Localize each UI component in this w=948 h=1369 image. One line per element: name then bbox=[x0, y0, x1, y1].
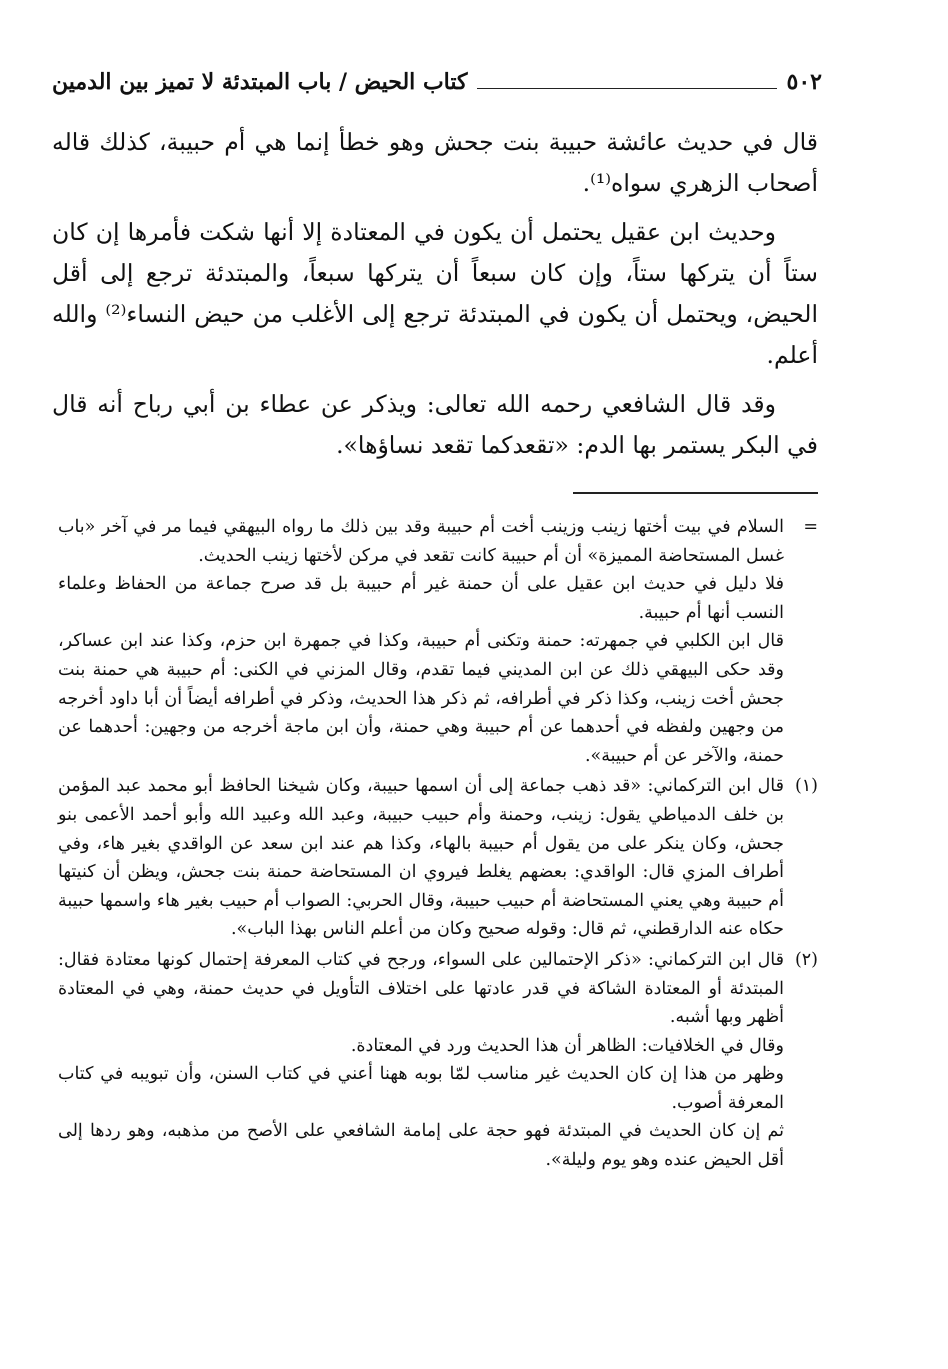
footnote-separator bbox=[573, 492, 818, 494]
page-number: ٥٠٢ bbox=[786, 69, 822, 95]
running-header bbox=[52, 62, 822, 102]
main-paragraph-2: وحديث ابن عقيل يحتمل أن يكون في المعتادة إلا أنها شكت فأمرها إن كان ستاً أن يتركها ستاً، وإن كان سبعاً أن يتركها سبعاً، والمبتدئة ترجع إلى أقل الحيض، ويحتمل أن يكون في المبتدئة ترجع إلى الأغلب من حيض النساء⁽²⁾ والله أعلم. bbox=[52, 218, 818, 369]
footnote-2-marker: (٢) bbox=[794, 949, 818, 970]
footnote-2 bbox=[58, 946, 818, 1175]
footnote-continued-para-1: السلام في بيت أختها زينب وزينب أخت أم حبيبة وقد بين ذلك ما رواه البيهقي فيما مر في آخر «باب غسل المستحاضة المميزة» أن أم حبيبة كانت تقعد في مركن لأختها زينب الحديث. bbox=[58, 517, 784, 566]
footnote-1 bbox=[58, 772, 818, 944]
footnote-continued-para-2: فلا دليل في حديث ابن عقيل على أن حمنة غير أم حبيبة بل قد صرح جماعة من الحفاظ وعلماء النسب أنها أم حبيبة. bbox=[58, 574, 784, 623]
footnote-2-para-4: ثم إن كان الحديث في المبتدئة فهو حجة على إمامة الشافعي على الأصح من مذهبه، وهو ردها إلى أقل الحيض عنده وهو يوم وليلة». bbox=[58, 1121, 784, 1171]
header-rule bbox=[477, 88, 776, 89]
main-paragraph-3: وقد قال الشافعي رحمه الله تعالى: ويذكر عن عطاء بن أبي رباح أنه قال في البكر يستمر بها الدم: «تقعدكما تقعد نساؤها». bbox=[52, 390, 818, 459]
footnote-continued-para-3: قال ابن الكلبي في جمهرته: حمنة وتكنى أم حبيبة، وكذا في جمهرة ابن حزم، وكذا عند ابن عساكر، وقد حكى البيهقي ذلك عن ابن المديني فيما تقدم، وقال المزني في الكنى: أم حبيبة هي حمنة بنت جحش أخت زينب، وكذا ذكر في أطرافه، ثم ذكر هذا الحديث، وذكر في أطرافه أيضاً أن أبا داود أخرجه من وجهين ولفظه في أحدهما عن أم حبيبة وهي حمنة، وأن ابن ماجة أخرجه من وجهين: أحدهما عن حمنة، والآخر عن أم حبيبة». bbox=[58, 631, 784, 766]
footnote-2-para-2: وقال في الخلافيات: الظاهر أن هذا الحديث ورد في المعتادة. bbox=[350, 1035, 784, 1056]
footnotes bbox=[58, 513, 818, 1175]
main-text bbox=[52, 122, 818, 474]
footnote-1-text: قال ابن التركماني: «قد ذهب جماعة إلى أن اسمها حبيبة، وكان شيخنا الحافظ أبو محمد عبد المؤمن بن خلف الدمياطي يقول: زينب، وحمنة وأم حبيب حبيبة، وعبد الله وعبيد الله وأبو أحمد الأعمى بنو جحش، وكان ينكر على من يقول أم حبيبة بالهاء، وكذا هم عند ابن سعد عن الواقدي بغير هاء، وفي أطراف المزي قال: الواقدي: بعضهم يغلط فيروي ان المستحاضة حمنة بنت جحش، ويظن أن كنيتها أم حبيبة وهي يعني المستحاضة أم حبيب حبيبة، وقال الحربي: الصواب أم حبيب بغير هاء واسمها حبيبة حكاه عنه الدارقطني، ثم قال: وقوله صحيح وكان من أعلم الناس بهذا الباب». bbox=[58, 776, 784, 940]
main-paragraph-1: قال في حديث عائشة حبيبة بنت جحش وهو خطأ إنما هي أم حبيبة، كذلك قاله أصحاب الزهري سواه⁽¹⁾. bbox=[52, 128, 818, 197]
footnote-1-marker: (١) bbox=[794, 776, 818, 797]
footnote-continuation-marker: = bbox=[803, 517, 818, 537]
footnote-continued bbox=[58, 513, 818, 770]
footnote-2-para-3: وظهر من هذا إن كان الحديث غير مناسب لمّا بوبه ههنا أعني في كتاب السنن، وأن تبويبه في كتاب المعرفة أصوب. bbox=[58, 1064, 784, 1113]
chapter-title: كتاب الحيض / باب المبتدئة لا تميز بين الدمين bbox=[52, 69, 468, 95]
footnote-2-para-1: قال ابن التركماني: «ذكر الإحتمالين على السواء، ورجح في كتاب المعرفة إحتمال كونها معتادة فقال: المبتدئة أو المعتادة الشاكة في قدر عادتها على اختلاف التأويل في حديث حمنة، وهي في المعتادة أظهر وبها أشبه. bbox=[58, 949, 784, 1028]
